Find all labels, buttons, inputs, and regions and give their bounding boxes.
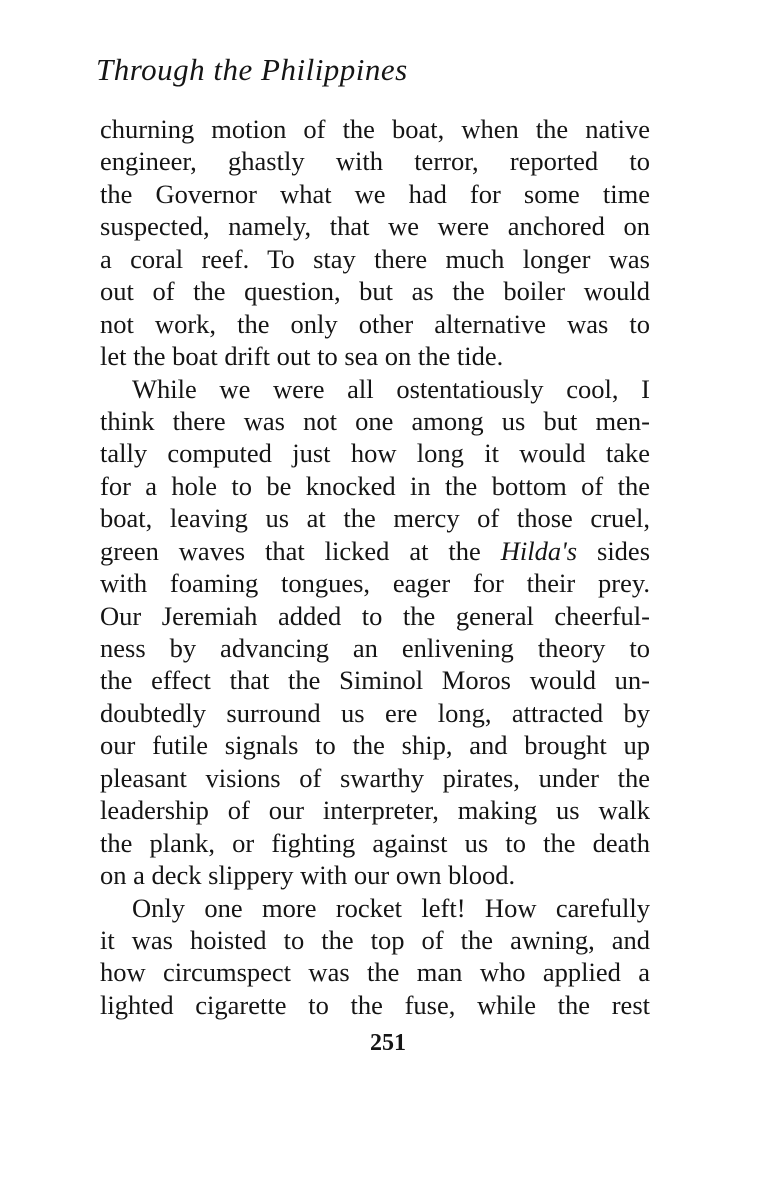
text-line: how circumspect was the man who applied a — [100, 957, 650, 988]
text-line: think there was not one among us but men- — [100, 405, 650, 436]
text-line: for a hole to be knocked in the bottom of the — [100, 470, 650, 501]
text-line: engineer, ghastly with terror, reported to — [100, 146, 650, 177]
text-line: churning motion of the boat, when the native — [100, 114, 650, 144]
text-line: leadership of our interpreter, making us walk — [100, 795, 650, 826]
text-line: let the boat drift out to sea on the tide. — [100, 341, 504, 372]
text-line: on a deck slippery with our own blood. — [100, 860, 516, 891]
text-line: out of the question, but as the boiler would — [100, 276, 650, 307]
body-text — [100, 113, 650, 1021]
text-line: the effect that the Siminol Moros would un- — [100, 665, 650, 696]
text-line: ness by advancing an enlivening theory to — [100, 633, 650, 663]
text-line: lighted cigarette to the fuse, while the rest — [100, 989, 650, 1020]
text-line: suspected, namely, that we were anchored on — [100, 211, 650, 242]
text-line: the plank, or fighting against us to the death — [100, 827, 650, 858]
text-line-with-italic — [100, 535, 650, 567]
text-line: doubtedly surround us ere long, attracted by — [100, 697, 650, 728]
text-line: While we were all ostentatiously cool, I — [132, 373, 650, 404]
text-line: boat, leaving us at the mercy of those cruel, — [100, 503, 650, 534]
text-run: sides — [577, 535, 651, 566]
text-line: not work, the only other alternative was to — [100, 308, 650, 339]
text-line: our futile signals to the ship, and brought up — [100, 730, 650, 761]
text-line: the Governor what we had for some time — [100, 178, 650, 209]
text-line: it was hoisted to the top of the awning, and — [100, 924, 650, 955]
running-title: Through the Philippines — [96, 52, 408, 87]
ship-name-italic: Hilda's — [500, 535, 578, 566]
text-line: a coral reef. To stay there much longer was — [100, 243, 650, 274]
text-line: tally computed just how long it would take — [100, 438, 650, 469]
text-line: with foaming tongues, eager for their prey. — [100, 568, 650, 599]
text-line: pleasant visions of swarthy pirates, under the — [100, 762, 650, 793]
text-line: Only one more rocket left! How carefully — [132, 892, 650, 923]
page-number: 251 — [370, 1030, 406, 1056]
text-run: green waves that licked at the — [100, 535, 501, 566]
text-line: Our Jeremiah added to the general cheerful- — [100, 600, 650, 631]
